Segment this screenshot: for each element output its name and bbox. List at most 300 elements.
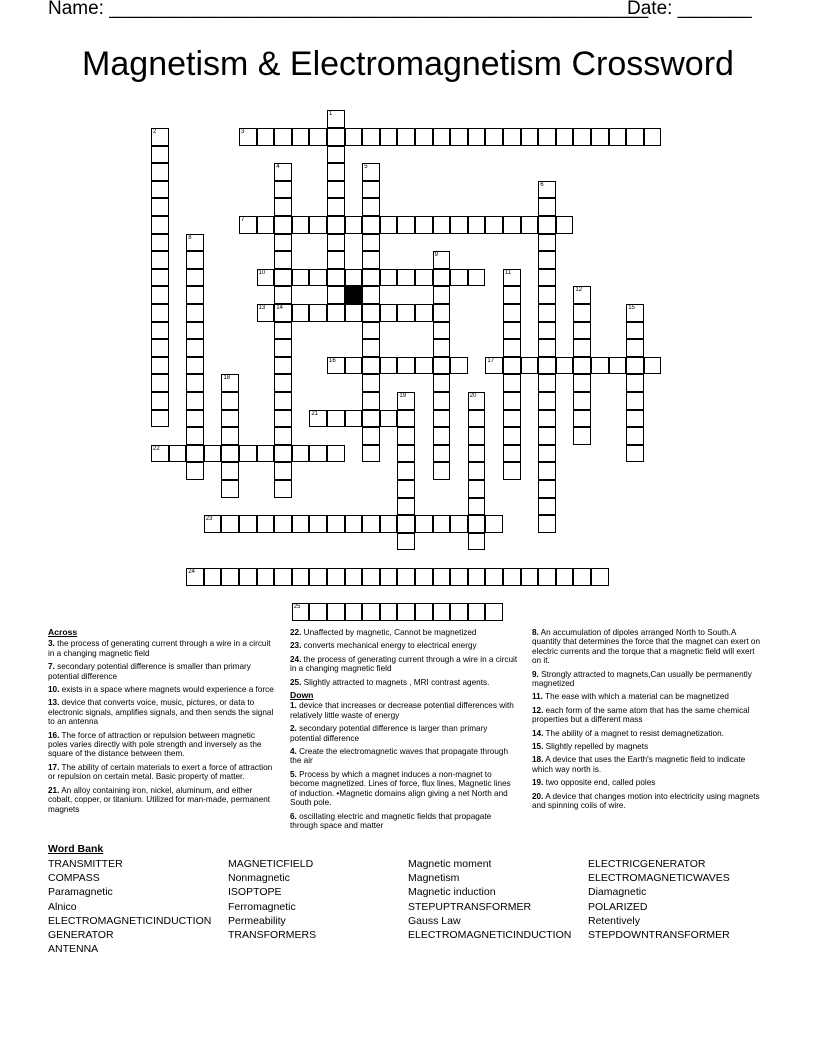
grid-cell[interactable] — [204, 568, 222, 586]
grid-cell[interactable] — [538, 498, 556, 516]
grid-cell[interactable] — [292, 515, 310, 533]
grid-cell[interactable] — [397, 498, 415, 516]
grid-cell[interactable] — [327, 146, 345, 164]
grid-cell[interactable] — [626, 445, 644, 463]
grid-cell[interactable] — [485, 568, 503, 586]
grid-cell[interactable] — [397, 445, 415, 463]
grid-cell[interactable] — [274, 181, 292, 199]
grid-cell[interactable] — [204, 445, 222, 463]
grid-cell[interactable] — [609, 128, 627, 146]
grid-cell[interactable] — [274, 251, 292, 269]
grid-cell[interactable] — [397, 462, 415, 480]
grid-cell[interactable] — [433, 216, 451, 234]
grid-cell[interactable] — [274, 427, 292, 445]
grid-cell[interactable] — [274, 269, 292, 287]
grid-cell[interactable] — [415, 515, 433, 533]
grid-cell[interactable] — [503, 374, 521, 392]
grid-cell[interactable] — [485, 128, 503, 146]
grid-cell[interactable] — [450, 357, 468, 375]
grid-cell[interactable] — [626, 392, 644, 410]
grid-cell[interactable] — [503, 568, 521, 586]
grid-cell[interactable] — [433, 462, 451, 480]
grid-cell[interactable] — [362, 234, 380, 252]
grid-cell[interactable] — [221, 374, 239, 392]
grid-cell[interactable] — [257, 269, 275, 287]
grid-cell[interactable] — [274, 286, 292, 304]
grid-cell[interactable] — [239, 445, 257, 463]
grid-cell[interactable] — [468, 603, 486, 621]
grid-cell[interactable] — [538, 198, 556, 216]
grid-cell[interactable] — [450, 216, 468, 234]
grid-cell[interactable] — [538, 568, 556, 586]
grid-cell[interactable] — [309, 269, 327, 287]
grid-cell[interactable] — [186, 304, 204, 322]
grid-cell[interactable] — [380, 515, 398, 533]
grid-cell[interactable] — [397, 568, 415, 586]
grid-cell[interactable] — [380, 603, 398, 621]
grid-cell[interactable] — [309, 603, 327, 621]
grid-cell[interactable] — [468, 269, 486, 287]
grid-cell[interactable] — [362, 410, 380, 428]
grid-cell[interactable] — [538, 427, 556, 445]
grid-cell[interactable] — [503, 216, 521, 234]
grid-cell[interactable] — [186, 269, 204, 287]
grid-cell[interactable] — [556, 128, 574, 146]
grid-cell[interactable] — [151, 128, 169, 146]
grid-cell[interactable] — [397, 128, 415, 146]
grid-cell[interactable] — [362, 128, 380, 146]
grid-cell[interactable] — [415, 357, 433, 375]
grid-cell[interactable] — [362, 286, 380, 304]
grid-cell[interactable] — [186, 251, 204, 269]
grid-cell[interactable] — [292, 216, 310, 234]
grid-cell[interactable] — [380, 568, 398, 586]
grid-cell[interactable] — [538, 480, 556, 498]
grid-cell[interactable] — [362, 603, 380, 621]
grid-cell[interactable] — [362, 515, 380, 533]
grid-cell[interactable] — [186, 357, 204, 375]
grid-cell[interactable] — [433, 603, 451, 621]
grid-cell[interactable] — [415, 568, 433, 586]
grid-cell[interactable] — [433, 374, 451, 392]
grid-cell[interactable] — [573, 339, 591, 357]
grid-cell[interactable] — [274, 392, 292, 410]
grid-cell[interactable] — [538, 392, 556, 410]
grid-cell[interactable] — [151, 251, 169, 269]
grid-cell[interactable] — [274, 128, 292, 146]
grid-cell[interactable] — [292, 269, 310, 287]
grid-cell[interactable] — [468, 533, 486, 551]
grid-cell[interactable] — [433, 128, 451, 146]
grid-cell[interactable] — [397, 533, 415, 551]
grid-cell[interactable] — [221, 392, 239, 410]
grid-cell[interactable] — [274, 480, 292, 498]
grid-cell[interactable] — [151, 392, 169, 410]
grid-cell[interactable] — [468, 216, 486, 234]
grid-cell[interactable] — [186, 427, 204, 445]
grid-cell[interactable] — [292, 128, 310, 146]
grid-cell[interactable] — [239, 568, 257, 586]
grid-cell[interactable] — [468, 445, 486, 463]
grid-cell[interactable] — [503, 410, 521, 428]
grid-cell[interactable] — [521, 357, 539, 375]
grid-cell[interactable] — [626, 304, 644, 322]
grid-cell[interactable] — [538, 445, 556, 463]
grid-cell[interactable] — [151, 198, 169, 216]
grid-cell[interactable] — [485, 357, 503, 375]
grid-cell[interactable] — [609, 357, 627, 375]
grid-cell[interactable] — [415, 216, 433, 234]
grid-cell[interactable] — [151, 374, 169, 392]
grid-cell[interactable] — [327, 515, 345, 533]
grid-cell[interactable] — [327, 181, 345, 199]
grid-cell[interactable] — [573, 410, 591, 428]
grid-cell[interactable] — [380, 304, 398, 322]
grid-cell[interactable] — [292, 603, 310, 621]
grid-cell[interactable] — [257, 128, 275, 146]
grid-cell[interactable] — [362, 269, 380, 287]
grid-cell[interactable] — [257, 568, 275, 586]
grid-cell[interactable] — [538, 269, 556, 287]
grid-cell[interactable] — [362, 445, 380, 463]
grid-cell[interactable] — [274, 339, 292, 357]
grid-cell[interactable] — [362, 392, 380, 410]
grid-cell[interactable] — [626, 128, 644, 146]
grid-cell[interactable] — [309, 515, 327, 533]
grid-cell[interactable] — [186, 568, 204, 586]
grid-cell[interactable] — [433, 392, 451, 410]
grid-cell[interactable] — [415, 128, 433, 146]
grid-cell[interactable] — [186, 286, 204, 304]
grid-cell[interactable] — [538, 216, 556, 234]
grid-cell[interactable] — [433, 445, 451, 463]
grid-cell[interactable] — [345, 410, 363, 428]
grid-cell[interactable] — [362, 216, 380, 234]
grid-cell[interactable] — [257, 304, 275, 322]
grid-cell[interactable] — [327, 198, 345, 216]
grid-cell[interactable] — [292, 445, 310, 463]
grid-cell[interactable] — [239, 128, 257, 146]
grid-cell[interactable] — [345, 603, 363, 621]
grid-cell[interactable] — [151, 146, 169, 164]
grid-cell[interactable] — [151, 339, 169, 357]
grid-cell[interactable] — [503, 462, 521, 480]
grid-cell[interactable] — [468, 128, 486, 146]
grid-cell[interactable] — [221, 480, 239, 498]
grid-cell[interactable] — [397, 269, 415, 287]
grid-cell[interactable] — [151, 269, 169, 287]
grid-cell[interactable] — [274, 568, 292, 586]
grid-cell[interactable] — [538, 410, 556, 428]
grid-cell[interactable] — [485, 216, 503, 234]
grid-cell[interactable] — [433, 286, 451, 304]
grid-cell[interactable] — [538, 251, 556, 269]
grid-cell[interactable] — [345, 216, 363, 234]
grid-cell[interactable] — [345, 304, 363, 322]
grid-cell[interactable] — [503, 304, 521, 322]
grid-cell[interactable] — [503, 128, 521, 146]
grid-cell[interactable] — [556, 216, 574, 234]
grid-cell[interactable] — [573, 427, 591, 445]
grid-cell[interactable] — [257, 445, 275, 463]
grid-cell[interactable] — [186, 322, 204, 340]
grid-cell[interactable] — [186, 374, 204, 392]
grid-cell[interactable] — [380, 128, 398, 146]
grid-cell[interactable] — [327, 410, 345, 428]
grid-cell[interactable] — [626, 427, 644, 445]
grid-cell[interactable] — [327, 357, 345, 375]
grid-cell[interactable] — [538, 181, 556, 199]
grid-cell[interactable] — [327, 128, 345, 146]
grid-cell[interactable] — [362, 322, 380, 340]
grid-cell[interactable] — [221, 515, 239, 533]
grid-cell[interactable] — [573, 304, 591, 322]
grid-cell[interactable] — [186, 462, 204, 480]
grid-cell[interactable] — [433, 304, 451, 322]
grid-cell[interactable] — [186, 234, 204, 252]
grid-cell[interactable] — [556, 357, 574, 375]
grid-cell[interactable] — [450, 568, 468, 586]
grid-cell[interactable] — [274, 515, 292, 533]
grid-cell[interactable] — [274, 462, 292, 480]
grid-cell[interactable] — [362, 181, 380, 199]
grid-cell[interactable] — [433, 339, 451, 357]
grid-cell[interactable] — [327, 251, 345, 269]
grid-cell[interactable] — [521, 128, 539, 146]
grid-cell[interactable] — [468, 498, 486, 516]
grid-cell[interactable] — [274, 410, 292, 428]
grid-cell[interactable] — [538, 234, 556, 252]
grid-cell[interactable] — [485, 515, 503, 533]
grid-cell[interactable] — [151, 322, 169, 340]
grid-cell[interactable] — [415, 304, 433, 322]
grid-cell[interactable] — [397, 216, 415, 234]
grid-cell[interactable] — [573, 357, 591, 375]
grid-cell[interactable] — [380, 410, 398, 428]
grid-cell[interactable] — [274, 304, 292, 322]
grid-cell[interactable] — [538, 374, 556, 392]
grid-cell[interactable] — [468, 480, 486, 498]
grid-cell[interactable] — [468, 515, 486, 533]
grid-cell[interactable] — [239, 216, 257, 234]
grid-cell[interactable] — [538, 339, 556, 357]
grid-cell[interactable] — [415, 603, 433, 621]
grid-cell[interactable] — [204, 515, 222, 533]
grid-cell[interactable] — [345, 269, 363, 287]
grid-cell[interactable] — [362, 251, 380, 269]
grid-cell[interactable] — [327, 286, 345, 304]
grid-cell[interactable] — [538, 128, 556, 146]
grid-cell[interactable] — [503, 339, 521, 357]
grid-cell[interactable] — [362, 374, 380, 392]
grid-cell[interactable] — [573, 286, 591, 304]
grid-cell[interactable] — [450, 128, 468, 146]
grid-cell[interactable] — [397, 357, 415, 375]
grid-cell[interactable] — [274, 357, 292, 375]
grid-cell[interactable] — [274, 216, 292, 234]
grid-cell[interactable] — [309, 216, 327, 234]
grid-cell[interactable] — [274, 374, 292, 392]
grid-cell[interactable] — [468, 392, 486, 410]
grid-cell[interactable] — [274, 163, 292, 181]
grid-cell[interactable] — [292, 304, 310, 322]
grid-cell[interactable] — [450, 515, 468, 533]
grid-cell[interactable] — [327, 110, 345, 128]
grid-cell[interactable] — [468, 568, 486, 586]
grid-cell[interactable] — [309, 304, 327, 322]
grid-cell[interactable] — [169, 445, 187, 463]
grid-cell[interactable] — [503, 392, 521, 410]
grid-cell[interactable] — [257, 515, 275, 533]
grid-cell[interactable] — [503, 322, 521, 340]
grid-cell[interactable] — [503, 427, 521, 445]
grid-cell[interactable] — [327, 445, 345, 463]
grid-cell[interactable] — [327, 269, 345, 287]
grid-cell[interactable] — [345, 515, 363, 533]
grid-cell[interactable] — [151, 163, 169, 181]
grid-cell[interactable] — [274, 322, 292, 340]
grid-cell[interactable] — [626, 339, 644, 357]
grid-cell[interactable] — [186, 410, 204, 428]
grid-cell[interactable] — [151, 286, 169, 304]
grid-cell[interactable] — [186, 339, 204, 357]
grid-cell[interactable] — [327, 568, 345, 586]
grid-cell[interactable] — [433, 427, 451, 445]
grid-cell[interactable] — [151, 357, 169, 375]
grid-cell[interactable] — [538, 286, 556, 304]
grid-cell[interactable] — [591, 568, 609, 586]
grid-cell[interactable] — [538, 462, 556, 480]
grid-cell[interactable] — [186, 392, 204, 410]
grid-cell[interactable] — [433, 269, 451, 287]
grid-cell[interactable] — [397, 304, 415, 322]
grid-cell[interactable] — [521, 568, 539, 586]
grid-cell[interactable] — [309, 568, 327, 586]
grid-cell[interactable] — [221, 568, 239, 586]
grid-cell[interactable] — [644, 128, 662, 146]
grid-cell[interactable] — [151, 304, 169, 322]
grid-cell[interactable] — [433, 515, 451, 533]
grid-cell[interactable] — [151, 234, 169, 252]
grid-cell[interactable] — [397, 427, 415, 445]
clue-item — [290, 747, 518, 766]
grid-cell[interactable] — [221, 427, 239, 445]
grid-cell[interactable] — [433, 251, 451, 269]
grid-cell[interactable] — [345, 128, 363, 146]
grid-cell[interactable] — [450, 603, 468, 621]
clue-number-label: 3. — [48, 639, 55, 649]
grid-cell[interactable] — [433, 357, 451, 375]
grid-cell[interactable] — [397, 515, 415, 533]
grid-cell[interactable] — [626, 374, 644, 392]
grid-cell[interactable] — [503, 357, 521, 375]
grid-cell[interactable] — [380, 216, 398, 234]
grid-cell[interactable] — [221, 445, 239, 463]
grid-cell[interactable] — [309, 128, 327, 146]
clue-number-label: 12. — [532, 705, 544, 715]
grid-cell[interactable] — [644, 357, 662, 375]
grid-cell[interactable] — [327, 216, 345, 234]
grid-cell[interactable] — [327, 234, 345, 252]
grid-cell[interactable] — [274, 445, 292, 463]
grid-cell[interactable] — [274, 234, 292, 252]
grid-cell[interactable] — [345, 357, 363, 375]
grid-cell[interactable] — [151, 410, 169, 428]
grid-cell[interactable] — [239, 515, 257, 533]
grid-cell[interactable] — [362, 568, 380, 586]
grid-cell[interactable] — [468, 410, 486, 428]
grid-cell[interactable] — [573, 568, 591, 586]
grid-cell[interactable] — [538, 357, 556, 375]
grid-cell[interactable] — [327, 163, 345, 181]
grid-cell[interactable] — [362, 357, 380, 375]
grid-cell[interactable] — [362, 339, 380, 357]
grid-cell[interactable] — [186, 445, 204, 463]
grid-cell[interactable] — [274, 198, 292, 216]
grid-cell[interactable] — [503, 445, 521, 463]
grid-cell[interactable] — [397, 480, 415, 498]
grid-cell[interactable] — [397, 603, 415, 621]
grid-cell[interactable] — [450, 269, 468, 287]
grid-cell[interactable] — [433, 410, 451, 428]
grid-cell[interactable] — [485, 603, 503, 621]
grid-cell[interactable] — [468, 462, 486, 480]
grid-cell[interactable] — [503, 269, 521, 287]
grid-cell[interactable] — [591, 357, 609, 375]
grid-cell[interactable] — [362, 198, 380, 216]
grid-cell[interactable] — [345, 568, 363, 586]
grid-cell[interactable] — [573, 128, 591, 146]
grid-cell[interactable] — [433, 568, 451, 586]
grid-cell[interactable] — [538, 304, 556, 322]
grid-cell[interactable] — [573, 322, 591, 340]
grid-cell[interactable] — [433, 322, 451, 340]
grid-cell[interactable] — [573, 392, 591, 410]
grid-cell[interactable] — [380, 357, 398, 375]
grid-cell[interactable] — [521, 216, 539, 234]
grid-cell[interactable] — [380, 269, 398, 287]
grid-cell[interactable] — [538, 322, 556, 340]
grid-cell[interactable] — [151, 216, 169, 234]
grid-cell[interactable] — [327, 304, 345, 322]
grid-cell[interactable] — [257, 216, 275, 234]
grid-cell[interactable] — [626, 357, 644, 375]
grid-cell[interactable] — [591, 128, 609, 146]
grid-cell[interactable] — [362, 304, 380, 322]
grid-cell[interactable] — [151, 181, 169, 199]
grid-cell[interactable] — [397, 410, 415, 428]
grid-cell[interactable] — [221, 462, 239, 480]
grid-cell[interactable] — [397, 392, 415, 410]
clue-text: Strongly attracted to magnets,Can usually be permanently magnetized — [532, 669, 752, 689]
grid-cell[interactable] — [309, 445, 327, 463]
grid-cell[interactable] — [362, 163, 380, 181]
grid-cell[interactable] — [415, 269, 433, 287]
grid-cell[interactable] — [151, 445, 169, 463]
grid-cell[interactable] — [538, 515, 556, 533]
grid-cell[interactable] — [626, 410, 644, 428]
grid-cell[interactable] — [626, 322, 644, 340]
grid-cell[interactable] — [556, 568, 574, 586]
grid-cell[interactable] — [327, 603, 345, 621]
grid-cell[interactable] — [221, 410, 239, 428]
grid-cell[interactable] — [362, 427, 380, 445]
grid-cell[interactable] — [292, 568, 310, 586]
grid-cell[interactable] — [468, 427, 486, 445]
grid-cell[interactable] — [573, 374, 591, 392]
grid-cell[interactable] — [309, 410, 327, 428]
grid-cell[interactable] — [503, 286, 521, 304]
